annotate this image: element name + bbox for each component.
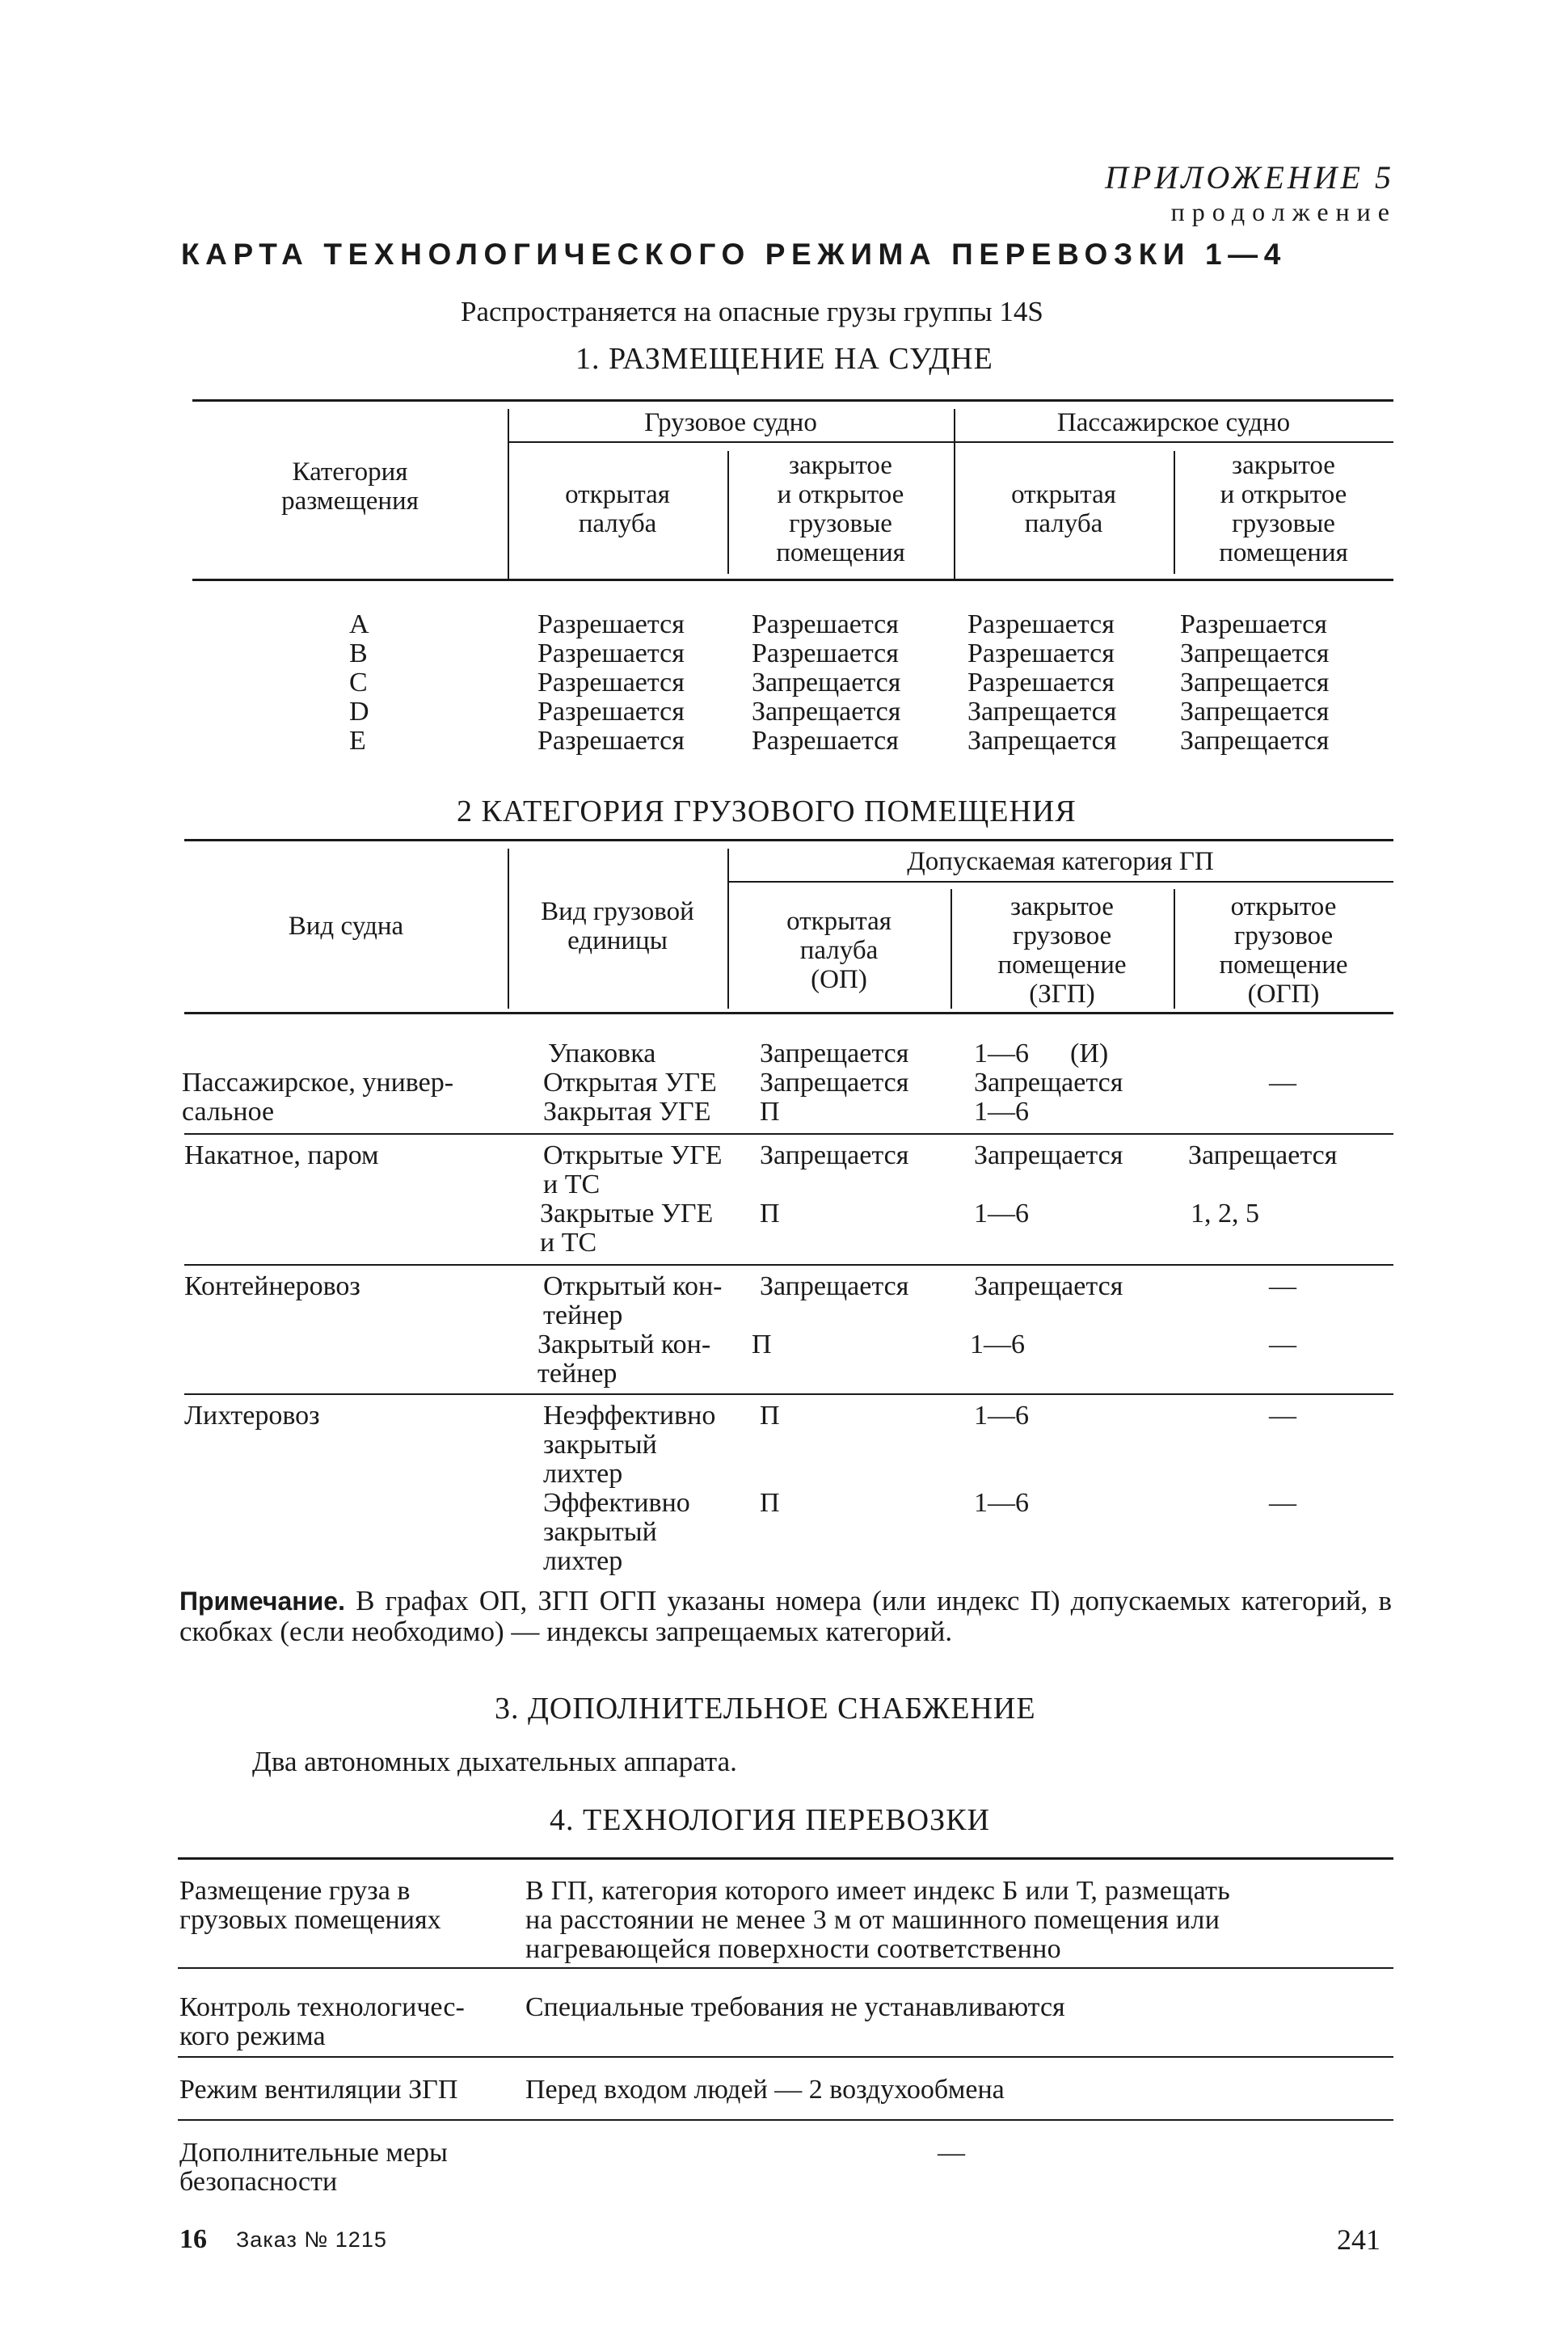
sub-closed-holds: закрытое и открытое грузовые помещения	[1219, 451, 1348, 567]
zgp-cell: 1—6	[970, 1330, 1025, 1359]
category-cell: C	[349, 668, 368, 697]
ogp-cell: —	[1269, 1488, 1296, 1518]
op-cell: П	[760, 1097, 780, 1127]
ogp-cell: —	[1269, 1330, 1296, 1359]
category-cell: A	[349, 609, 369, 639]
value-cell: Запрещается	[967, 726, 1117, 756]
group-rule	[184, 1133, 1393, 1135]
sub-open-deck: открытая палуба	[1011, 480, 1116, 538]
zgp-cell: Запрещается	[974, 1140, 1123, 1170]
sub-zgp: закрытое грузовое помещение (ЗГП)	[997, 892, 1127, 1009]
group-rule	[184, 1264, 1393, 1266]
section2-title: 2 КАТЕГОРИЯ ГРУЗОВОГО ПОМЕЩЕНИЯ	[457, 794, 1077, 828]
table-note	[179, 1586, 1392, 1647]
zgp-cell: 1—6	[974, 1199, 1029, 1229]
row-rule	[178, 1967, 1393, 1969]
zgp-cell: 1—6	[974, 1401, 1029, 1431]
ogp-cell: —	[1269, 1401, 1296, 1431]
tech-value: В ГП, категория которого имеет индекс Б или Т, размещать на расстоянии не менее 3 м от машинного помещения или нагревающейся поверхности соответственно	[525, 1876, 1231, 1964]
zgp-cell: 1—6	[974, 1488, 1029, 1518]
unit-cell: Закрытая УГЕ	[543, 1097, 711, 1127]
ogp-cell: —	[1269, 1271, 1296, 1301]
value-cell: Разрешается	[967, 638, 1115, 668]
col-placement-category: Категория размещения	[281, 457, 419, 516]
row-rule	[178, 2119, 1393, 2121]
value-cell: Разрешается	[537, 726, 685, 756]
value-cell: Разрешается	[1180, 609, 1327, 639]
op-cell: Запрещается	[760, 1039, 909, 1068]
value-cell: Разрешается	[752, 726, 899, 756]
tech-label: Дополнительные меры безопасности	[179, 2138, 448, 2197]
ship-type-cell: Контейнеровоз	[184, 1271, 360, 1301]
order-number: Заказ № 1215	[236, 2227, 387, 2252]
sheet-number: 16	[179, 2224, 207, 2254]
sub-op: открытая палуба (ОП)	[786, 907, 891, 994]
value-cell: Запрещается	[752, 697, 901, 727]
group-passenger-ship: Пассажирское судно	[1056, 408, 1291, 437]
supply-text: Два автономных дыхательных аппарата.	[252, 1746, 737, 1777]
zgp-cell: Запрещается	[974, 1068, 1123, 1098]
value-cell: Разрешается	[537, 609, 685, 639]
tech-label: Размещение груза в грузовых помещениях	[179, 1876, 441, 1935]
zgp-cell: Запрещается	[974, 1271, 1123, 1301]
value-cell: Запрещается	[1180, 668, 1330, 697]
page-title: КАРТА ТЕХНОЛОГИЧЕСКОГО РЕЖИМА ПЕРЕВОЗКИ 1—4	[181, 238, 1287, 271]
op-cell: Запрещается	[760, 1271, 909, 1301]
page-subtitle: Распространяется на опасные грузы группы 14S	[461, 296, 1043, 327]
op-cell: П	[752, 1330, 772, 1359]
section4-title: 4. ТЕХНОЛОГИЯ ПЕРЕВОЗКИ	[550, 1803, 990, 1837]
unit-cell: Открытый кон- тейнер	[543, 1271, 723, 1330]
value-cell: Разрешается	[752, 638, 899, 668]
table1-group-rule	[508, 441, 1393, 443]
value-cell: Разрешается	[967, 609, 1115, 639]
value-cell: Разрешается	[967, 668, 1115, 697]
value-cell: Разрешается	[752, 609, 899, 639]
unit-cell: Эффективно закрытый лихтер	[543, 1488, 690, 1576]
sub-ogp: открытое грузовое помещение (ОГП)	[1219, 892, 1348, 1009]
group-rule	[184, 1393, 1393, 1395]
tech-label: Контроль технологичес- кого режима	[179, 1992, 465, 2051]
category-cell: E	[349, 726, 366, 756]
op-cell: П	[760, 1199, 780, 1229]
table2-header-rule	[184, 1012, 1393, 1014]
unit-cell: Открытые УГЕ и ТС	[543, 1140, 723, 1199]
table1-header-rule	[192, 579, 1393, 581]
ogp-cell: Запрещается	[1188, 1140, 1338, 1170]
tech-label: Режим вентиляции ЗГП	[179, 2075, 458, 2105]
table2-top-rule	[184, 839, 1393, 841]
value-cell: Разрешается	[537, 668, 685, 697]
ogp-cell: 1, 2, 5	[1191, 1199, 1259, 1229]
page-number: 241	[1337, 2223, 1380, 2256]
group-cargo-ship: Грузовое судно	[644, 408, 817, 437]
value-cell: Запрещается	[752, 668, 901, 697]
value-cell: Разрешается	[537, 638, 685, 668]
section3-title: 3. ДОПОЛНИТЕЛЬНОЕ СНАБЖЕНИЕ	[495, 1692, 1036, 1726]
ogp-cell: —	[1269, 1068, 1296, 1098]
unit-cell: Закрытые УГЕ и ТС	[540, 1199, 714, 1258]
value-cell: Запрещается	[1180, 638, 1330, 668]
col-ship-type: Вид судна	[288, 912, 404, 941]
op-cell: Запрещается	[760, 1068, 909, 1098]
ship-type-cell: Накатное, паром	[184, 1140, 379, 1170]
value-cell: Разрешается	[537, 697, 685, 727]
value-cell: Запрещается	[1180, 726, 1330, 756]
col-unit-type: Вид грузовой единицы	[541, 897, 694, 955]
section1-title: 1. РАЗМЕЩЕНИЕ НА СУДНЕ	[575, 342, 993, 376]
op-cell: П	[760, 1488, 780, 1518]
unit-cell: Открытая УГЕ	[543, 1068, 717, 1098]
value-cell: Запрещается	[967, 697, 1117, 727]
sub-open-deck: открытая палуба	[565, 480, 670, 538]
note-text: В графах ОП, ЗГП ОГП указаны номера (или индекс П) допускаемых категорий, в скобках (если необходимо) — индексы запрещаемых категорий.	[179, 1585, 1392, 1647]
group-allowed-category: Допускаемая категория ГП	[907, 847, 1214, 876]
tech-value: Специальные требования не устанавливаются	[525, 1992, 1065, 2022]
category-cell: B	[349, 638, 368, 668]
table1-top-rule	[192, 399, 1393, 402]
zgp-cell: 1—6	[974, 1097, 1029, 1127]
ship-type-cell: Лихтеровоз	[184, 1401, 320, 1431]
sub-closed-holds: закрытое и открытое грузовые помещения	[776, 451, 905, 567]
tech-value: Перед входом людей — 2 воздухообмена	[525, 2075, 1005, 2105]
value-cell: Запрещается	[1180, 697, 1330, 727]
unit-cell: Закрытый кон- тейнер	[537, 1330, 711, 1389]
zgp-cell: 1—6 (И)	[974, 1039, 1109, 1068]
category-cell: D	[349, 697, 369, 727]
continuation-label: продолжение	[1170, 197, 1397, 226]
table4-top-rule	[178, 1857, 1393, 1860]
appendix-label: ПРИЛОЖЕНИЕ 5	[1105, 159, 1394, 196]
table2-group-rule	[727, 881, 1393, 883]
op-cell: Запрещается	[760, 1140, 909, 1170]
unit-cell: Упаковка	[548, 1039, 656, 1068]
unit-cell: Неэффективно закрытый лихтер	[543, 1401, 716, 1489]
tech-value: —	[938, 2138, 965, 2168]
ship-type-cell: Пассажирское, универ- сальное	[182, 1068, 454, 1127]
row-rule	[178, 2056, 1393, 2058]
note-label: Примечание.	[179, 1587, 345, 1616]
op-cell: П	[760, 1401, 780, 1431]
